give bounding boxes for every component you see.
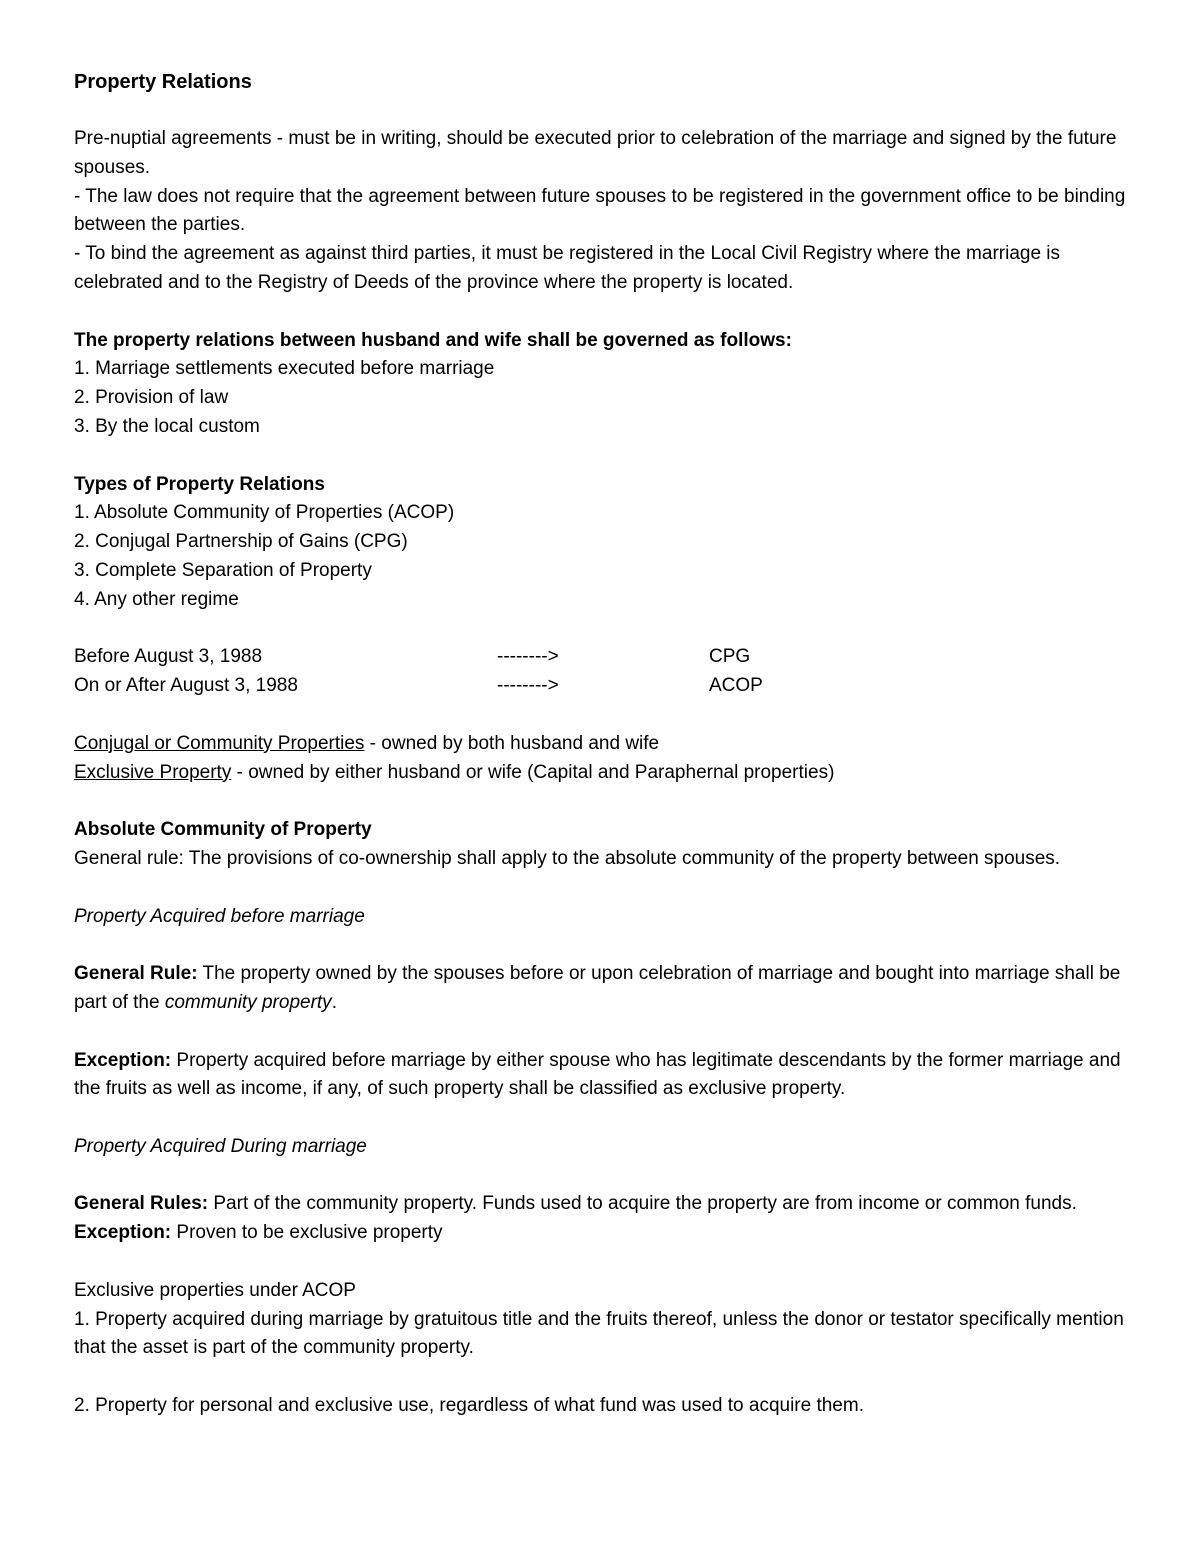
types-item: 4. Any other regime xyxy=(74,588,239,610)
arrow: --------> xyxy=(497,675,559,697)
arrow: --------> xyxy=(497,646,559,668)
date-regime-row xyxy=(74,672,1144,701)
exclusive-acop-item: 1. Property acquired during marriage by gratuitous title and the fruits thereof, unless the donor or testator specifically mention that the asset is part of the community property. xyxy=(74,1308,1124,1359)
rule-text: The property owned by the spouses before or upon celebration of marriage and bought into marriage shall be part of the xyxy=(74,963,1121,1013)
types-item: 2. Conjugal Partnership of Gains (CPG) xyxy=(74,531,408,553)
spacer xyxy=(74,874,1144,903)
before-marriage-exception xyxy=(74,1047,1144,1105)
document-page xyxy=(74,66,1144,1421)
date-regime-row xyxy=(74,643,1144,672)
conjugal-definition xyxy=(74,730,1144,759)
regime: CPG xyxy=(709,646,751,668)
before-marriage-rule xyxy=(74,960,1144,1018)
spacer xyxy=(74,1162,1144,1191)
governed-heading: The property relations between husband and wife shall be governed as follows: xyxy=(74,329,792,351)
page-title: Property Relations xyxy=(74,71,252,93)
exclusive-term: Exclusive Property xyxy=(74,761,232,783)
exclusive-acop-item: 2. Property for personal and exclusive use, regardless of what fund was used to acquire them. xyxy=(74,1395,864,1417)
spacer xyxy=(74,1363,1144,1392)
date-label: Before August 3, 1988 xyxy=(74,646,263,668)
spacer xyxy=(74,701,1144,730)
prenuptial-third-party-note: - To bind the agreement as against third parties, it must be registered in the Local Civil Registry where the marriage is celebrated and to the Registry of Deeds of the province where the property is located. xyxy=(74,243,1061,293)
acop-heading: Absolute Community of Property xyxy=(74,819,372,841)
spacer xyxy=(74,298,1144,327)
rules-label: General Rules: xyxy=(74,1193,209,1215)
spacer xyxy=(74,442,1144,471)
spacer xyxy=(74,1248,1144,1277)
rule-end: . xyxy=(331,991,337,1013)
exception-text: Proven to be exclusive property xyxy=(171,1222,443,1244)
spacer xyxy=(74,1104,1144,1133)
rules-text: Part of the community property. Funds used to acquire the property are from income or common funds. xyxy=(208,1193,1077,1215)
types-item: 3. Complete Separation of Property xyxy=(74,559,372,581)
spacer xyxy=(74,1018,1144,1047)
before-marriage-heading: Property Acquired before marriage xyxy=(74,905,365,927)
acop-general-rule: General rule: The provisions of co-ownership shall apply to the absolute community of the property between spouses. xyxy=(74,847,1061,869)
governed-item: 2. Provision of law xyxy=(74,387,229,409)
exception-label: Exception: xyxy=(74,1049,172,1071)
during-marriage-rules xyxy=(74,1190,1144,1219)
during-marriage-exception xyxy=(74,1219,1144,1248)
exception-text: Property acquired before marriage by either spouse who has legitimate descendants by the former marriage and the fruits as well as income, if any, of such property shall be classified as exclusive property. xyxy=(74,1049,1121,1100)
regime: ACOP xyxy=(709,675,763,697)
rule-label: General Rule: xyxy=(74,963,198,985)
exclusive-definition xyxy=(74,759,1144,788)
prenuptial-registration-note: - The law does not require that the agreement between future spouses to be registered in the government office to be binding between the parties. xyxy=(74,185,1126,236)
governed-item: 3. By the local custom xyxy=(74,415,260,437)
conjugal-term: Conjugal or Community Properties xyxy=(74,732,365,754)
conjugal-description: - owned by both husband and wife xyxy=(364,732,660,754)
governed-item: 1. Marriage settlements executed before marriage xyxy=(74,358,495,380)
types-heading: Types of Property Relations xyxy=(74,473,325,495)
exception-label: Exception: xyxy=(74,1222,172,1244)
date-label: On or After August 3, 1988 xyxy=(74,675,298,697)
during-marriage-heading: Property Acquired During marriage xyxy=(74,1135,367,1157)
rule-italic-term: community property xyxy=(164,991,332,1013)
prenuptial-definition: Pre-nuptial agreements - must be in writing, should be executed prior to celebration of the marriage and signed by the future spouses. xyxy=(74,128,1117,178)
exclusive-acop-heading: Exclusive properties under ACOP xyxy=(74,1279,356,1301)
exclusive-description: - owned by either husband or wife (Capital and Paraphernal properties) xyxy=(231,761,835,783)
types-item: 1. Absolute Community of Properties (ACOP) xyxy=(74,502,455,524)
spacer xyxy=(74,931,1144,960)
spacer xyxy=(74,615,1144,644)
spacer xyxy=(74,787,1144,816)
